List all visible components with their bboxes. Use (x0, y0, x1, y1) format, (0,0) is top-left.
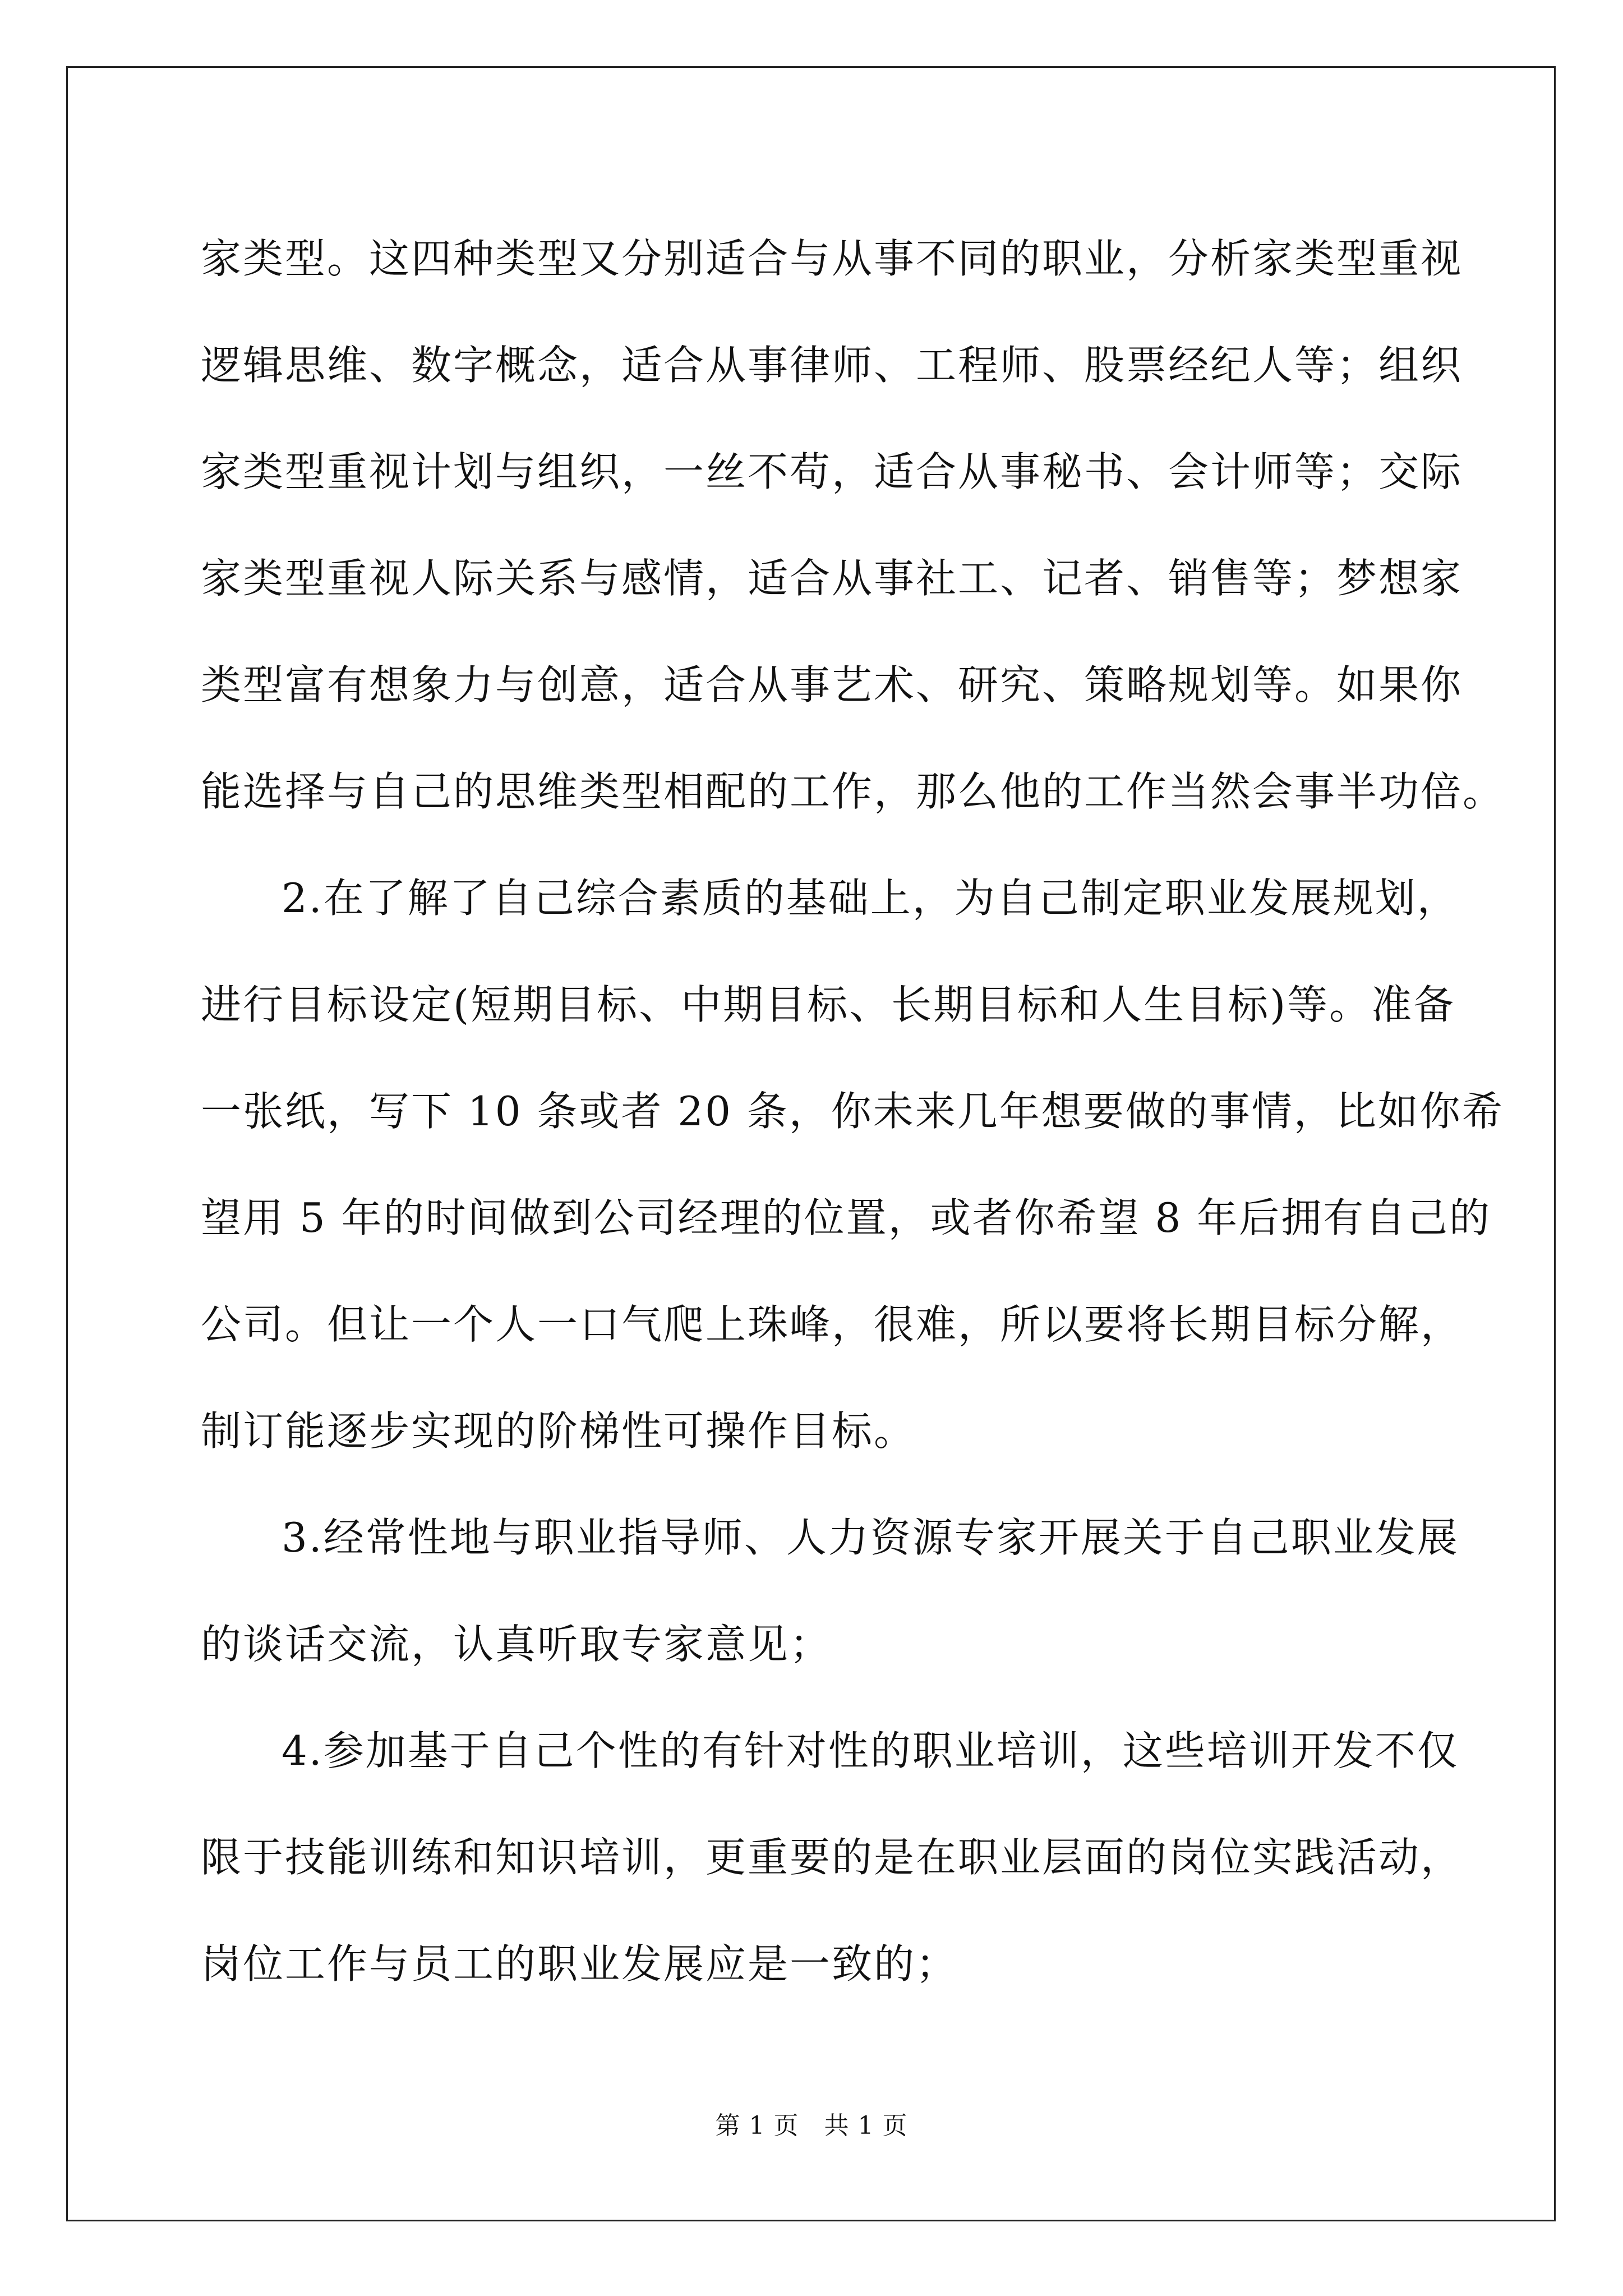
paragraph-2-start: 2.在了解了自己综合素质的基础上，为自己制定职业发展规划， (282, 875, 1459, 922)
text-line: 类型富有想象力与创意，适合从事艺术、研究、策略规划等。如果你 (201, 661, 1463, 708)
paragraph-3-start: 3.经常性地与职业指导师、人力资源专家开展关于自己职业发展 (282, 1514, 1459, 1561)
text-line: 能选择与自己的思维类型相配的工作，那么他的工作当然会事半功倍。 (201, 768, 1505, 815)
page-number-footer: 第 1 页 共 1 页 (715, 2111, 908, 2140)
text-line: 公司。但让一个人一口气爬上珠峰，很难，所以要将长期目标分解， (201, 1301, 1463, 1348)
text-line: 限于技能训练和知识培训，更重要的是在职业层面的岗位实践活动， (201, 1834, 1463, 1881)
text-line: 逻辑思维、数字概念，适合从事律师、工程师、股票经纪人等；组织 (201, 342, 1463, 389)
text-line: 望用 5 年的时间做到公司经理的位置，或者你希望 8 年后拥有自己的 (201, 1194, 1492, 1241)
text-line: 家类型。这四种类型又分别适合与从事不同的职业，分析家类型重视 (201, 235, 1463, 282)
text-line: 进行目标设定(短期目标、中期目标、长期目标和人生目标)等。准备 (201, 981, 1456, 1028)
document-body (201, 205, 1505, 2017)
text-line: 制订能逐步实现的阶梯性可操作目标。 (201, 1407, 916, 1455)
text-line: 的谈话交流，认真听取专家意见； (201, 1621, 832, 1668)
text-line: 岗位工作与员工的职业发展应是一致的； (201, 1940, 958, 1987)
text-line: 家类型重视计划与组织，一丝不苟，适合从事秘书、会计师等；交际 (201, 448, 1463, 495)
text-line: 一张纸，写下 10 条或者 20 条，你未来几年想要做的事情，比如你希 (201, 1088, 1504, 1135)
paragraph-4-start: 4.参加基于自己个性的有针对性的职业培训，这些培训开发不仅 (282, 1727, 1459, 1774)
text-line: 家类型重视人际关系与感情，适合从事社工、记者、销售等；梦想家 (201, 555, 1463, 602)
